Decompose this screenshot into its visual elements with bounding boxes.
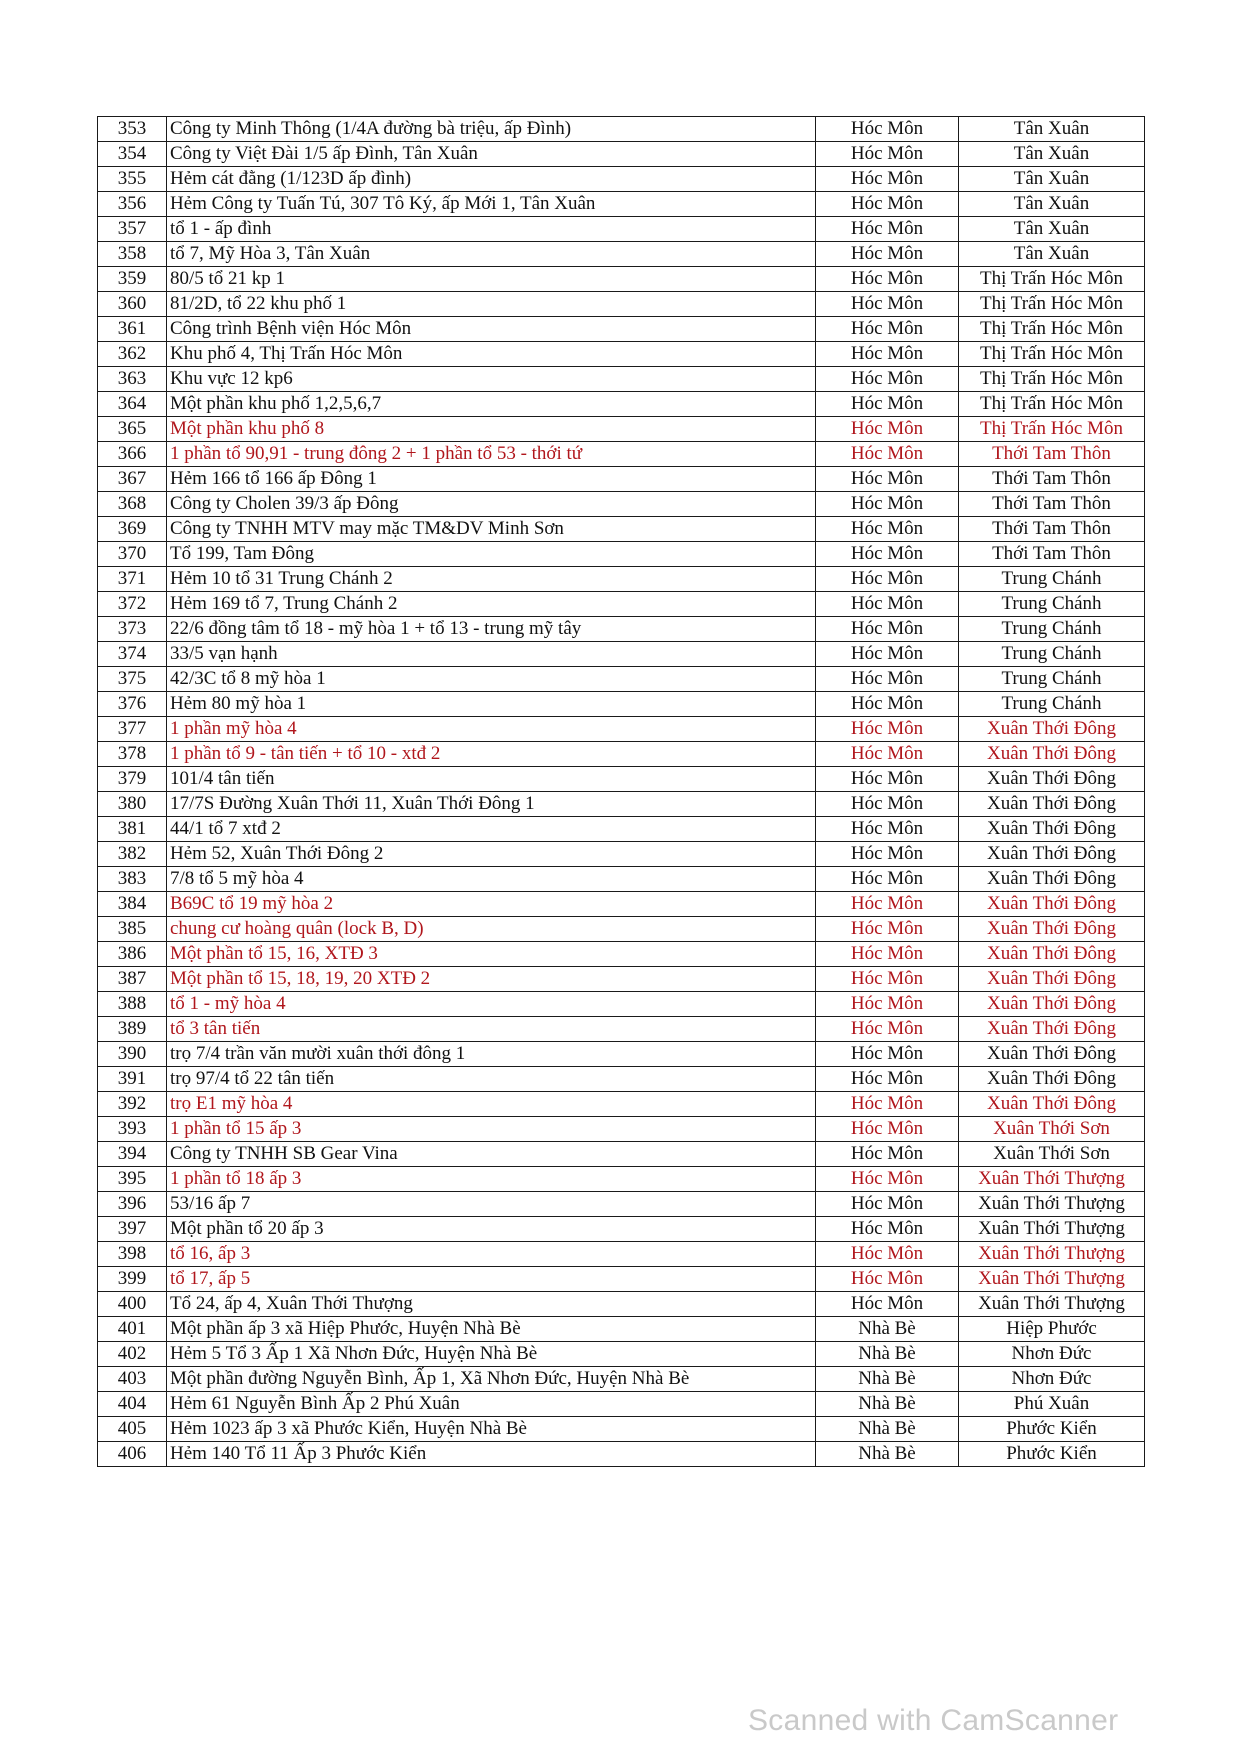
table-row	[98, 1067, 1145, 1092]
table-row	[98, 1242, 1145, 1267]
address-cell: tổ 3 tân tiến	[167, 1017, 816, 1042]
table-row	[98, 817, 1145, 842]
table-row	[98, 592, 1145, 617]
district-cell: Hóc Môn	[816, 167, 959, 192]
table-row	[98, 1042, 1145, 1067]
district-cell: Nhà Bè	[816, 1392, 959, 1417]
district-cell: Hóc Môn	[816, 1092, 959, 1117]
row-number: 405	[98, 1417, 167, 1442]
district-cell: Nhà Bè	[816, 1442, 959, 1467]
ward-cell: Xuân Thới Thượng	[959, 1217, 1145, 1242]
row-number: 389	[98, 1017, 167, 1042]
table-row	[98, 667, 1145, 692]
address-cell: 1 phần mỹ hòa 4	[167, 717, 816, 742]
ward-cell: Tân Xuân	[959, 142, 1145, 167]
ward-cell: Thị Trấn Hóc Môn	[959, 292, 1145, 317]
address-cell: Khu vực 12 kp6	[167, 367, 816, 392]
table-row	[98, 892, 1145, 917]
district-cell: Hóc Môn	[816, 1217, 959, 1242]
table-row	[98, 242, 1145, 267]
table-row	[98, 867, 1145, 892]
ward-cell: Tân Xuân	[959, 117, 1145, 142]
ward-cell: Thị Trấn Hóc Môn	[959, 392, 1145, 417]
address-cell: 1 phần tổ 9 - tân tiến + tổ 10 - xtđ 2	[167, 742, 816, 767]
ward-cell: Xuân Thới Đông	[959, 792, 1145, 817]
table-row	[98, 367, 1145, 392]
row-number: 391	[98, 1067, 167, 1092]
table-row	[98, 767, 1145, 792]
district-cell: Hóc Môn	[816, 567, 959, 592]
row-number: 375	[98, 667, 167, 692]
ward-cell: Trung Chánh	[959, 642, 1145, 667]
district-cell: Hóc Môn	[816, 817, 959, 842]
row-number: 403	[98, 1367, 167, 1392]
district-cell: Hóc Môn	[816, 942, 959, 967]
row-number: 387	[98, 967, 167, 992]
ward-cell: Xuân Thới Đông	[959, 767, 1145, 792]
district-cell: Nhà Bè	[816, 1417, 959, 1442]
table-row	[98, 617, 1145, 642]
ward-cell: Xuân Thới Đông	[959, 1017, 1145, 1042]
district-cell: Hóc Môn	[816, 217, 959, 242]
ward-cell: Tân Xuân	[959, 242, 1145, 267]
district-cell: Hóc Môn	[816, 717, 959, 742]
row-number: 377	[98, 717, 167, 742]
ward-cell: Thị Trấn Hóc Môn	[959, 342, 1145, 367]
address-cell: 42/3C tổ 8 mỹ hòa 1	[167, 667, 816, 692]
table-row	[98, 417, 1145, 442]
table-row	[98, 1217, 1145, 1242]
table-row	[98, 642, 1145, 667]
ward-cell: Thới Tam Thôn	[959, 467, 1145, 492]
table-row	[98, 717, 1145, 742]
address-cell: tổ 17, ấp 5	[167, 1267, 816, 1292]
address-cell: 1 phần tổ 90,91 - trung đông 2 + 1 phần tổ 53 - thới tứ	[167, 442, 816, 467]
district-cell: Nhà Bè	[816, 1317, 959, 1342]
address-cell: tổ 1 - mỹ hòa 4	[167, 992, 816, 1017]
address-cell: Một phần tổ 15, 18, 19, 20 XTĐ 2	[167, 967, 816, 992]
district-cell: Hóc Môn	[816, 1017, 959, 1042]
row-number: 358	[98, 242, 167, 267]
ward-cell: Xuân Thới Đông	[959, 1042, 1145, 1067]
address-cell: tổ 16, ấp 3	[167, 1242, 816, 1267]
row-number: 383	[98, 867, 167, 892]
district-cell: Hóc Môn	[816, 1067, 959, 1092]
district-cell: Hóc Môn	[816, 667, 959, 692]
district-cell: Hóc Môn	[816, 767, 959, 792]
district-cell: Hóc Môn	[816, 617, 959, 642]
address-cell: 80/5 tổ 21 kp 1	[167, 267, 816, 292]
address-cell: Khu phố 4, Thị Trấn Hóc Môn	[167, 342, 816, 367]
district-cell: Hóc Môn	[816, 492, 959, 517]
address-cell: Hẻm Công ty Tuấn Tú, 307 Tô Ký, ấp Mới 1, Tân Xuân	[167, 192, 816, 217]
row-number: 380	[98, 792, 167, 817]
table-row	[98, 142, 1145, 167]
row-number: 376	[98, 692, 167, 717]
table-row	[98, 192, 1145, 217]
ward-cell: Trung Chánh	[959, 592, 1145, 617]
table-row	[98, 1442, 1145, 1467]
district-cell: Hóc Môn	[816, 892, 959, 917]
table-row	[98, 692, 1145, 717]
ward-cell: Trung Chánh	[959, 692, 1145, 717]
table-row	[98, 542, 1145, 567]
ward-cell: Xuân Thới Đông	[959, 892, 1145, 917]
district-cell: Hóc Môn	[816, 917, 959, 942]
address-cell: Hẻm 140 Tổ 11 Ấp 3 Phước Kiển	[167, 1442, 816, 1467]
district-cell: Hóc Môn	[816, 542, 959, 567]
district-cell: Hóc Môn	[816, 317, 959, 342]
row-number: 354	[98, 142, 167, 167]
ward-cell: Xuân Thới Đông	[959, 717, 1145, 742]
district-cell: Hóc Môn	[816, 142, 959, 167]
row-number: 382	[98, 842, 167, 867]
ward-cell: Xuân Thới Đông	[959, 942, 1145, 967]
row-number: 388	[98, 992, 167, 1017]
ward-cell: Trung Chánh	[959, 617, 1145, 642]
row-number: 370	[98, 542, 167, 567]
row-number: 406	[98, 1442, 167, 1467]
row-number: 386	[98, 942, 167, 967]
ward-cell: Thới Tam Thôn	[959, 542, 1145, 567]
district-cell: Hóc Môn	[816, 867, 959, 892]
district-cell: Hóc Môn	[816, 367, 959, 392]
address-cell: Hẻm 5 Tổ 3 Ấp 1 Xã Nhơn Đức, Huyện Nhà Bè	[167, 1342, 816, 1367]
row-number: 357	[98, 217, 167, 242]
address-cell: Công ty Minh Thông (1/4A đường bà triệu, ấp Đình)	[167, 117, 816, 142]
ward-cell: Thị Trấn Hóc Môn	[959, 367, 1145, 392]
district-cell: Hóc Môn	[816, 442, 959, 467]
table-row	[98, 517, 1145, 542]
ward-cell: Thới Tam Thôn	[959, 517, 1145, 542]
row-number: 369	[98, 517, 167, 542]
address-cell: Tổ 199, Tam Đông	[167, 542, 816, 567]
district-cell: Nhà Bè	[816, 1342, 959, 1367]
table-row	[98, 942, 1145, 967]
district-cell: Hóc Môn	[816, 242, 959, 267]
row-number: 362	[98, 342, 167, 367]
table-row	[98, 217, 1145, 242]
table-row	[98, 342, 1145, 367]
district-cell: Hóc Môn	[816, 517, 959, 542]
district-cell: Hóc Môn	[816, 1142, 959, 1167]
district-cell: Hóc Môn	[816, 1267, 959, 1292]
address-cell: 44/1 tổ 7 xtđ 2	[167, 817, 816, 842]
table-row	[98, 492, 1145, 517]
row-number: 364	[98, 392, 167, 417]
district-cell: Hóc Môn	[816, 992, 959, 1017]
table-row	[98, 292, 1145, 317]
ward-cell: Tân Xuân	[959, 167, 1145, 192]
address-cell: Hẻm 10 tổ 31 Trung Chánh 2	[167, 567, 816, 592]
ward-cell: Tân Xuân	[959, 217, 1145, 242]
table-row	[98, 317, 1145, 342]
district-cell: Hóc Môn	[816, 1292, 959, 1317]
address-cell: Một phần ấp 3 xã Hiệp Phước, Huyện Nhà Bè	[167, 1317, 816, 1342]
row-number: 372	[98, 592, 167, 617]
row-number: 398	[98, 1242, 167, 1267]
ward-cell: Xuân Thới Đông	[959, 742, 1145, 767]
table-row	[98, 742, 1145, 767]
ward-cell: Xuân Thới Sơn	[959, 1142, 1145, 1167]
address-cell: 7/8 tổ 5 mỹ hòa 4	[167, 867, 816, 892]
address-cell: trọ E1 mỹ hòa 4	[167, 1092, 816, 1117]
table-row	[98, 267, 1145, 292]
address-cell: Hẻm 52, Xuân Thới Đông 2	[167, 842, 816, 867]
row-number: 356	[98, 192, 167, 217]
table-row	[98, 1017, 1145, 1042]
address-cell: chung cư hoàng quân (lock B, D)	[167, 917, 816, 942]
ward-cell: Xuân Thới Đông	[959, 1067, 1145, 1092]
ward-cell: Xuân Thới Đông	[959, 842, 1145, 867]
address-cell: Hẻm 166 tổ 166 ấp Đông 1	[167, 467, 816, 492]
row-number: 374	[98, 642, 167, 667]
address-cell: 101/4 tân tiến	[167, 767, 816, 792]
row-number: 390	[98, 1042, 167, 1067]
address-cell: Công ty Việt Đài 1/5 ấp Đình, Tân Xuân	[167, 142, 816, 167]
row-number: 361	[98, 317, 167, 342]
address-cell: Công ty TNHH MTV may mặc TM&DV Minh Sơn	[167, 517, 816, 542]
district-cell: Hóc Môn	[816, 842, 959, 867]
table-row	[98, 1392, 1145, 1417]
ward-cell: Xuân Thới Đông	[959, 867, 1145, 892]
ward-cell: Xuân Thới Đông	[959, 992, 1145, 1017]
district-cell: Hóc Môn	[816, 692, 959, 717]
district-cell: Hóc Môn	[816, 1242, 959, 1267]
table-row	[98, 117, 1145, 142]
table-row	[98, 842, 1145, 867]
row-number: 394	[98, 1142, 167, 1167]
table-row	[98, 1342, 1145, 1367]
district-cell: Hóc Môn	[816, 392, 959, 417]
ward-cell: Nhơn Đức	[959, 1367, 1145, 1392]
table-row	[98, 1317, 1145, 1342]
district-cell: Hóc Môn	[816, 292, 959, 317]
ward-cell: Xuân Thới Đông	[959, 1092, 1145, 1117]
ward-cell: Thới Tam Thôn	[959, 442, 1145, 467]
address-cell: tổ 7, Mỹ Hòa 3, Tân Xuân	[167, 242, 816, 267]
table-row	[98, 1167, 1145, 1192]
row-number: 373	[98, 617, 167, 642]
table-row	[98, 1192, 1145, 1217]
ward-cell: Tân Xuân	[959, 192, 1145, 217]
ward-cell: Thị Trấn Hóc Môn	[959, 417, 1145, 442]
table-row	[98, 1417, 1145, 1442]
row-number: 395	[98, 1167, 167, 1192]
row-number: 397	[98, 1217, 167, 1242]
table-row	[98, 1092, 1145, 1117]
row-number: 379	[98, 767, 167, 792]
ward-cell: Xuân Thới Thượng	[959, 1242, 1145, 1267]
address-cell: Hẻm 169 tổ 7, Trung Chánh 2	[167, 592, 816, 617]
address-cell: 1 phần tổ 15 ấp 3	[167, 1117, 816, 1142]
ward-cell: Trung Chánh	[959, 567, 1145, 592]
address-table	[97, 116, 1145, 1467]
address-cell: Công ty TNHH SB Gear Vina	[167, 1142, 816, 1167]
table-row	[98, 442, 1145, 467]
address-cell: B69C tổ 19 mỹ hòa 2	[167, 892, 816, 917]
row-number: 360	[98, 292, 167, 317]
district-cell: Hóc Môn	[816, 792, 959, 817]
ward-cell: Xuân Thới Đông	[959, 917, 1145, 942]
district-cell: Hóc Môn	[816, 642, 959, 667]
table-row	[98, 392, 1145, 417]
address-cell: 17/7S Đường Xuân Thới 11, Xuân Thới Đông 1	[167, 792, 816, 817]
row-number: 402	[98, 1342, 167, 1367]
row-number: 353	[98, 117, 167, 142]
table-row	[98, 1267, 1145, 1292]
row-number: 378	[98, 742, 167, 767]
address-cell: 1 phần tổ 18 ấp 3	[167, 1167, 816, 1192]
district-cell: Hóc Môn	[816, 1042, 959, 1067]
row-number: 404	[98, 1392, 167, 1417]
row-number: 359	[98, 267, 167, 292]
address-cell: tổ 1 - ấp đình	[167, 217, 816, 242]
district-cell: Hóc Môn	[816, 117, 959, 142]
row-number: 371	[98, 567, 167, 592]
ward-cell: Xuân Thới Thượng	[959, 1292, 1145, 1317]
table-row	[98, 567, 1145, 592]
ward-cell: Xuân Thới Thượng	[959, 1192, 1145, 1217]
row-number: 368	[98, 492, 167, 517]
row-number: 392	[98, 1092, 167, 1117]
row-number: 367	[98, 467, 167, 492]
ward-cell: Nhơn Đức	[959, 1342, 1145, 1367]
ward-cell: Xuân Thới Thượng	[959, 1267, 1145, 1292]
ward-cell: Trung Chánh	[959, 667, 1145, 692]
ward-cell: Phước Kiển	[959, 1417, 1145, 1442]
row-number: 366	[98, 442, 167, 467]
table-row	[98, 1367, 1145, 1392]
district-cell: Hóc Môn	[816, 342, 959, 367]
ward-cell: Thị Trấn Hóc Môn	[959, 317, 1145, 342]
address-cell: trọ 97/4 tổ 22 tân tiến	[167, 1067, 816, 1092]
table-row	[98, 792, 1145, 817]
table-row	[98, 992, 1145, 1017]
address-cell: trọ 7/4 trần văn mười xuân thới đông 1	[167, 1042, 816, 1067]
address-cell: Hẻm 1023 ấp 3 xã Phước Kiển, Huyện Nhà Bè	[167, 1417, 816, 1442]
district-cell: Hóc Môn	[816, 742, 959, 767]
row-number: 385	[98, 917, 167, 942]
ward-cell: Thị Trấn Hóc Môn	[959, 267, 1145, 292]
ward-cell: Hiệp Phước	[959, 1317, 1145, 1342]
address-cell: 53/16 ấp 7	[167, 1192, 816, 1217]
row-number: 400	[98, 1292, 167, 1317]
ward-cell: Xuân Thới Đông	[959, 967, 1145, 992]
address-table-body	[98, 117, 1145, 1467]
row-number: 381	[98, 817, 167, 842]
district-cell: Hóc Môn	[816, 1167, 959, 1192]
ward-cell: Phước Kiển	[959, 1442, 1145, 1467]
ward-cell: Xuân Thới Sơn	[959, 1117, 1145, 1142]
table-row	[98, 467, 1145, 492]
district-cell: Hóc Môn	[816, 192, 959, 217]
district-cell: Hóc Môn	[816, 967, 959, 992]
ward-cell: Xuân Thới Đông	[959, 817, 1145, 842]
district-cell: Hóc Môn	[816, 1192, 959, 1217]
camscanner-watermark: Scanned with CamScanner	[748, 1704, 1119, 1737]
address-cell: Một phần khu phố 8	[167, 417, 816, 442]
row-number: 399	[98, 1267, 167, 1292]
district-cell: Hóc Môn	[816, 417, 959, 442]
address-cell: Một phần tổ 15, 16, XTĐ 3	[167, 942, 816, 967]
address-cell: 22/6 đồng tâm tổ 18 - mỹ hòa 1 + tổ 13 - trung mỹ tây	[167, 617, 816, 642]
address-cell: Một phần đường Nguyễn Bình, Ấp 1, Xã Nhơn Đức, Huyện Nhà Bè	[167, 1367, 816, 1392]
district-cell: Nhà Bè	[816, 1367, 959, 1392]
table-row	[98, 917, 1145, 942]
row-number: 355	[98, 167, 167, 192]
address-cell: Hẻm 61 Nguyễn Bình Ấp 2 Phú Xuân	[167, 1392, 816, 1417]
row-number: 396	[98, 1192, 167, 1217]
district-cell: Hóc Môn	[816, 1117, 959, 1142]
row-number: 393	[98, 1117, 167, 1142]
table-row	[98, 1292, 1145, 1317]
table-row	[98, 967, 1145, 992]
ward-cell: Thới Tam Thôn	[959, 492, 1145, 517]
address-cell: Công trình Bệnh viện Hóc Môn	[167, 317, 816, 342]
address-cell: Một phần tổ 20 ấp 3	[167, 1217, 816, 1242]
table-row	[98, 167, 1145, 192]
address-cell: Tổ 24, ấp 4, Xuân Thới Thượng	[167, 1292, 816, 1317]
table-row	[98, 1142, 1145, 1167]
district-cell: Hóc Môn	[816, 267, 959, 292]
district-cell: Hóc Môn	[816, 592, 959, 617]
ward-cell: Phú Xuân	[959, 1392, 1145, 1417]
district-cell: Hóc Môn	[816, 467, 959, 492]
address-cell: Hẻm 80 mỹ hòa 1	[167, 692, 816, 717]
row-number: 365	[98, 417, 167, 442]
row-number: 384	[98, 892, 167, 917]
address-cell: 81/2D, tổ 22 khu phố 1	[167, 292, 816, 317]
address-cell: 33/5 vạn hạnh	[167, 642, 816, 667]
row-number: 363	[98, 367, 167, 392]
table-row	[98, 1117, 1145, 1142]
address-cell: Hẻm cát đằng (1/123D ấp đình)	[167, 167, 816, 192]
address-cell: Công ty Cholen 39/3 ấp Đông	[167, 492, 816, 517]
ward-cell: Xuân Thới Thượng	[959, 1167, 1145, 1192]
address-cell: Một phần khu phố 1,2,5,6,7	[167, 392, 816, 417]
row-number: 401	[98, 1317, 167, 1342]
